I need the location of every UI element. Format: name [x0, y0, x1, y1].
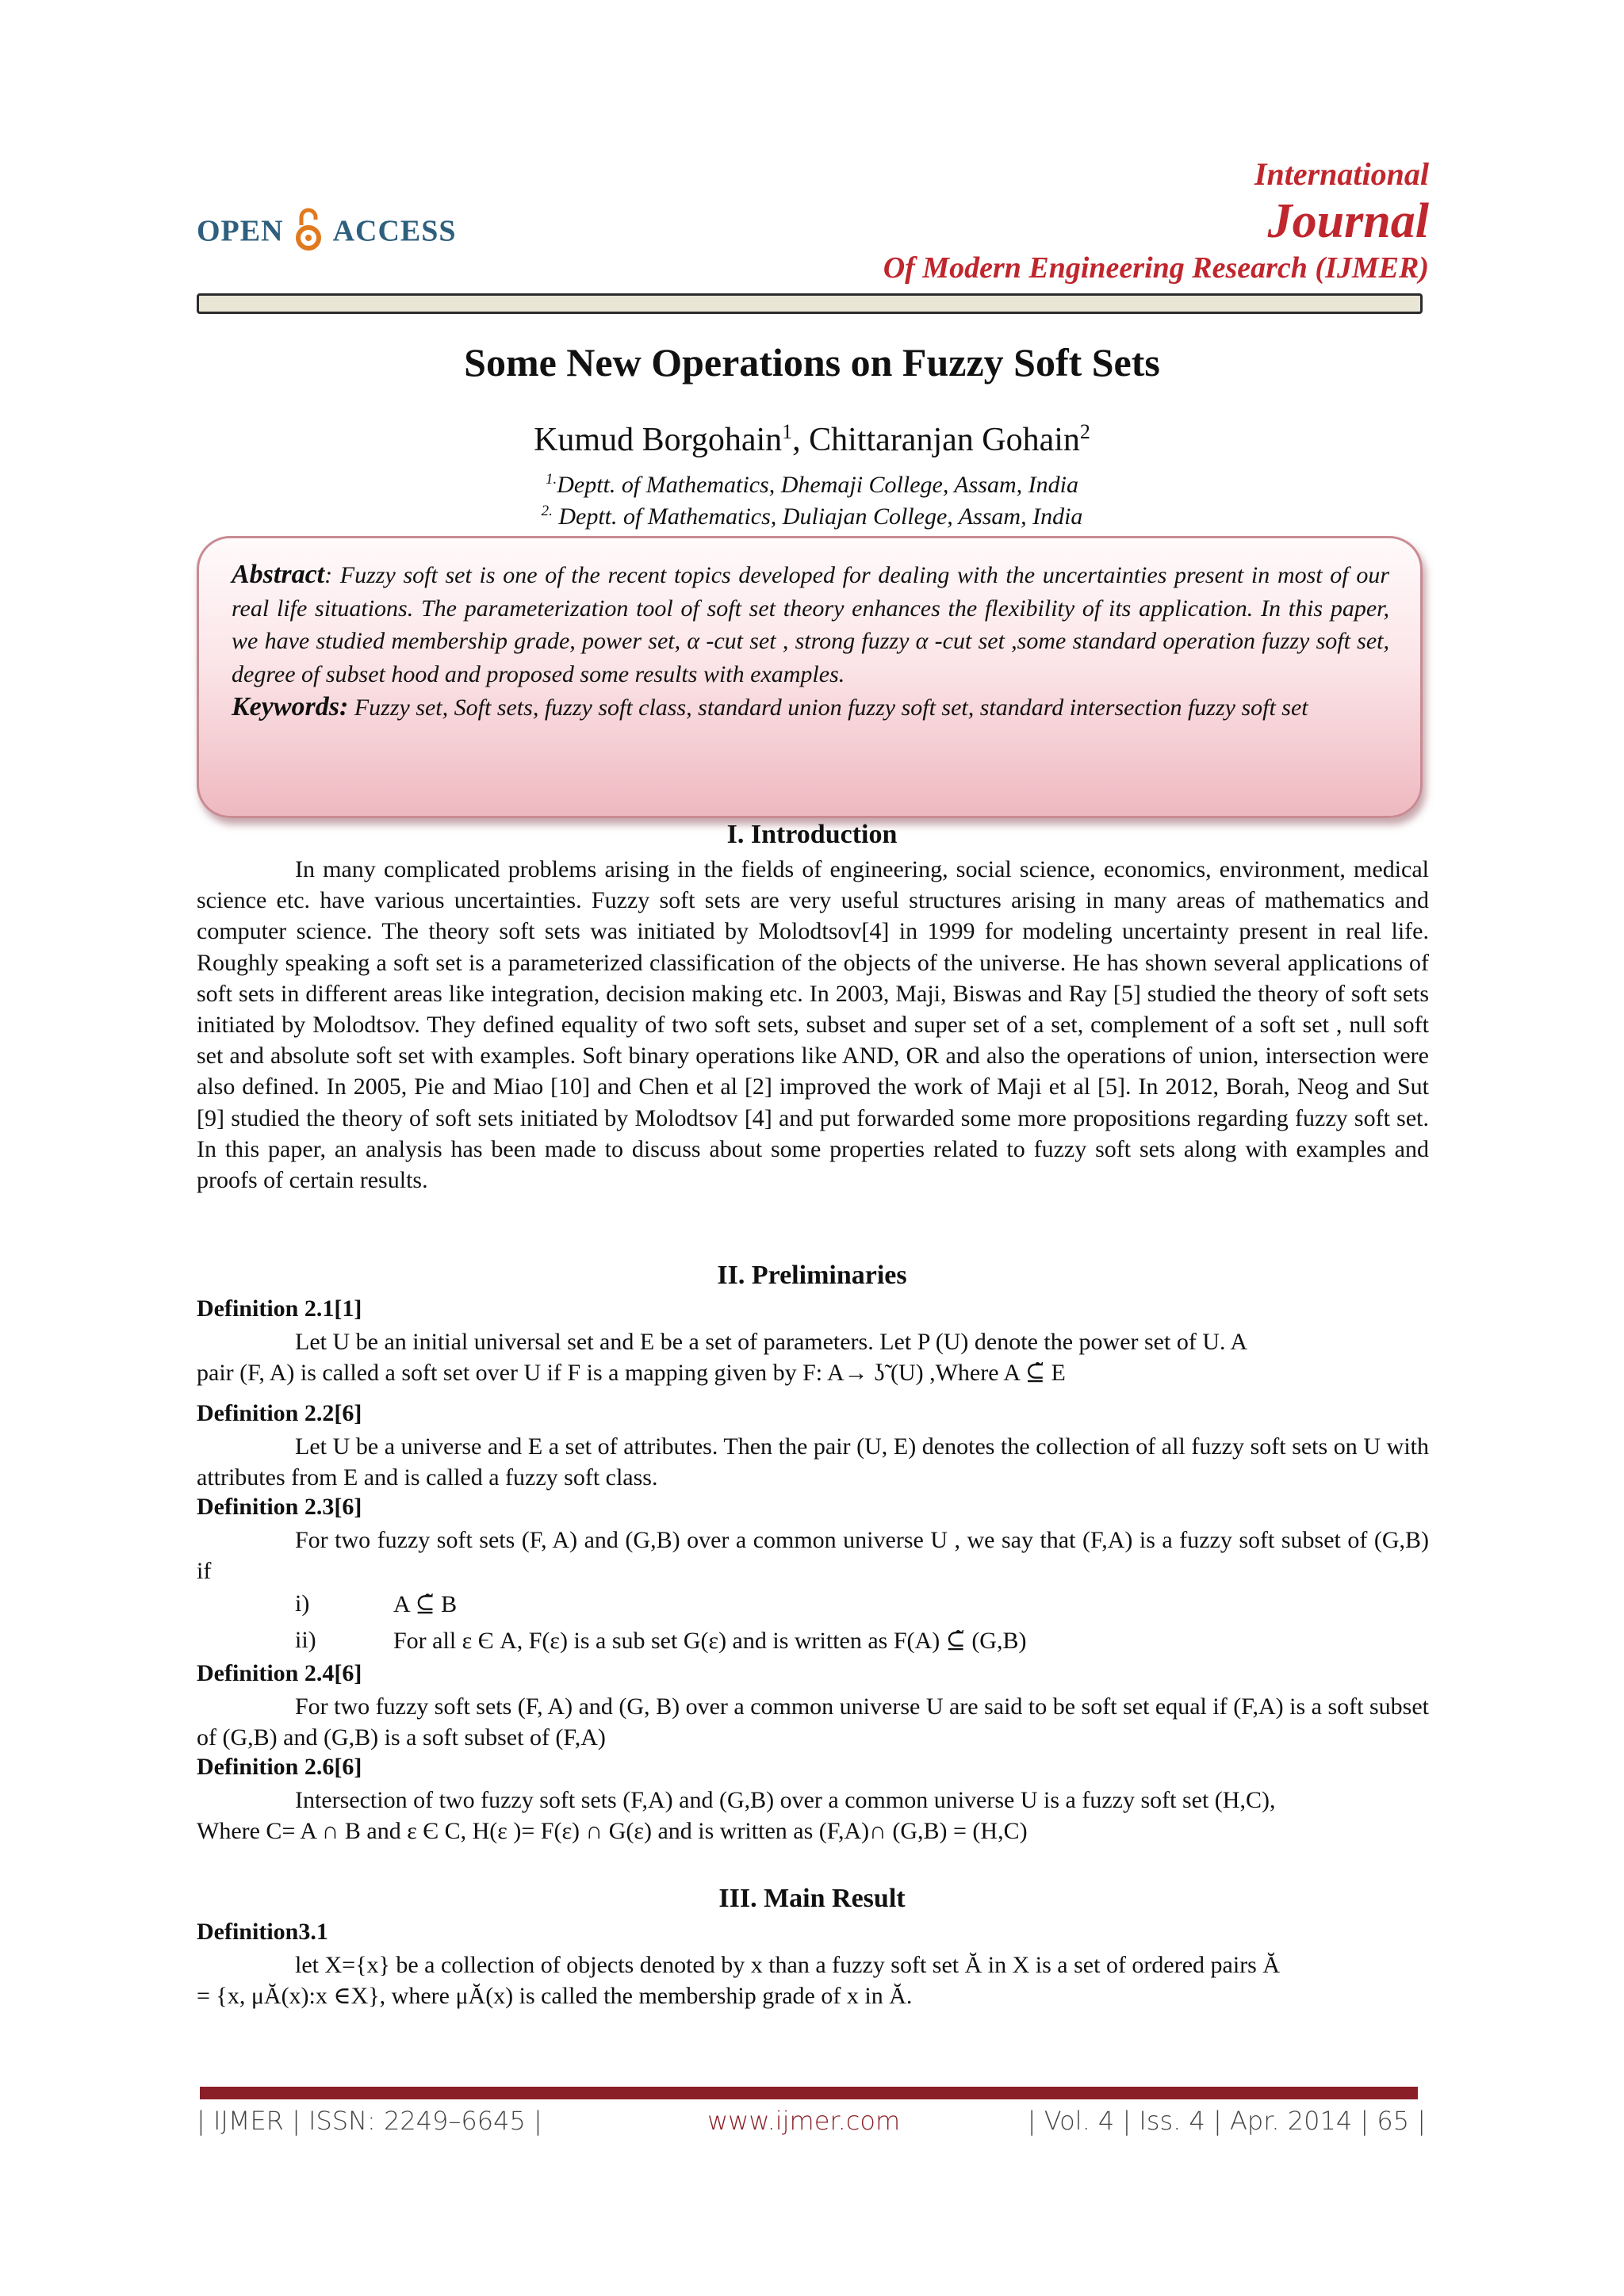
- definition-2-3-body: [197, 1525, 1429, 1586]
- definition-2-1-title: Definition 2.1[1]: [197, 1295, 362, 1322]
- affiliation-2: [0, 503, 1624, 530]
- footer-website-link[interactable]: www.ijmer.com: [707, 2106, 901, 2136]
- definition-2-4-text: For two fuzzy soft sets (F, A) and (G, B) over a common universe U are said to be soft set equal if (F,A) is a soft subset of (G,B) and (G,B) is a soft subset of (F,A): [197, 1693, 1429, 1751]
- author-2: Chittaranjan Gohain: [809, 422, 1080, 458]
- author-2-sup: 2: [1079, 420, 1090, 443]
- definition-2-4-body: [197, 1691, 1429, 1753]
- definition-2-2-text: Let U be a universe and E a set of attributes. Then the pair (U, E) denotes the collection of all fuzzy soft sets on U with attributes from E and is called a fuzzy soft class.: [197, 1433, 1429, 1491]
- footer-bar: [200, 2087, 1418, 2099]
- author-separator: ,: [792, 422, 810, 458]
- keywords-label: Keywords:: [232, 692, 349, 721]
- abstract-label: Abstract: [232, 560, 325, 589]
- footer-issn: | IJMER | ISSN: 2249–6645 |: [197, 2106, 542, 2136]
- definition-2-3-item-ii: For all ε Є A, F(ε) is a sub set G(ε) and is written as F(A) ⊆̃ (G,B): [393, 1628, 1027, 1654]
- author-1: Kumud Borgohain: [534, 422, 783, 458]
- definition-2-3-item-ii-label: ii): [295, 1627, 316, 1653]
- affiliation-1-text: Deptt. of Mathematics, Dhemaji College, Assam, India: [557, 472, 1078, 498]
- section-heading-preliminaries: II. Preliminaries: [717, 1261, 907, 1290]
- definition-2-3-item-i: A ⊆̃ B: [393, 1591, 458, 1617]
- definition-2-1-body: [197, 1326, 1429, 1388]
- definition-3-1-text: let X={x} be a collection of objects denoted by x than a fuzzy soft set Ă in X is a set of ordered pairs Ă: [295, 1952, 1281, 1978]
- open-access-right-text: ACCESS: [332, 214, 457, 248]
- definition-2-6-line2: Where C= A ∩ B and ε Є C, H(ε )= F(ε) ∩ G(ε) and is written as (F,A)∩ (G,B) = (H,C): [197, 1818, 1028, 1845]
- abstract-content: [232, 558, 1389, 725]
- introduction-paragraph: [197, 854, 1429, 1196]
- journal-line-subtitle: Of Modern Engineering Research (IJMER): [883, 251, 1429, 285]
- definition-2-6-title: Definition 2.6[6]: [197, 1754, 362, 1780]
- authors: [0, 420, 1624, 459]
- paper-title: Some New Operations on Fuzzy Soft Sets: [464, 340, 1160, 385]
- affiliation-2-text: Deptt. of Mathematics, Duliajan College, Assam, India: [552, 503, 1083, 530]
- affiliation-1-sup: 1.: [546, 471, 557, 488]
- definition-2-2-body: [197, 1431, 1429, 1493]
- definition-2-1-line2: pair (F, A) is called a soft set over U if F is a mapping given by F: A→ ʖ̃ (U) ,Where A ⊆̃ E: [197, 1360, 1066, 1387]
- affiliation-1: [0, 471, 1624, 499]
- definition-2-3-title: Definition 2.3[6]: [197, 1494, 362, 1520]
- definition-3-1-line2: = {x, μĂ(x):x ∈X}, where μĂ(x) is called the membership grade of x in Ă.: [197, 1983, 913, 2010]
- section-heading-introduction: I. Introduction: [726, 820, 898, 849]
- header-divider-bar: [197, 293, 1423, 314]
- footer-volume-page: | Vol. 4 | Iss. 4 | Apr. 2014 | 65 |: [1027, 2106, 1426, 2136]
- open-access-logo: [197, 208, 457, 260]
- journal-line-international: International: [1254, 156, 1429, 192]
- definition-2-4-title: Definition 2.4[6]: [197, 1660, 362, 1686]
- definition-2-3-item-i-label: i): [295, 1590, 310, 1617]
- section-heading-main-result: III. Main Result: [718, 1884, 906, 1913]
- definition-3-1-title: Definition3.1: [197, 1919, 328, 1945]
- definition-2-3-text: For two fuzzy soft sets (F, A) and (G,B) over a common universe U , we say that (F,A) is a fuzzy soft subset of (G,B) if: [197, 1527, 1429, 1585]
- definition-2-6-body: [197, 1785, 1429, 1846]
- definition-3-1-body: [197, 1950, 1429, 2011]
- abstract-text: : Fuzzy soft set is one of the recent topics developed for dealing with the uncertainties present in most of our real life situations. The parameterization tool of soft set theory enhances the flexibility of its application. In this paper, we have studied membership grade, power set, α -cut set , strong fuzzy α -cut set ,some standard operation fuzzy soft set, degree of subset hood and proposed some results with examples.: [232, 562, 1389, 687]
- definition-2-6-text: Intersection of two fuzzy soft sets (F,A) and (G,B) over a common universe U is a fuzzy soft set (H,C),: [295, 1787, 1276, 1813]
- author-1-sup: 1: [782, 420, 793, 443]
- keywords-text: Fuzzy set, Soft sets, fuzzy soft class, standard union fuzzy soft set, standard intersection fuzzy soft set: [348, 695, 1308, 721]
- open-access-left-text: OPEN: [197, 214, 284, 248]
- introduction-text: In many complicated problems arising in the fields of engineering, social science, economics, environment, medical science etc. have various uncertainties. Fuzzy soft sets are very useful structures arising in many areas of mathematics and computer science. The theory soft sets was initiated by Molodtsov[4] in 1999 for modeling uncertainty present in real life. Roughly speaking a soft set is a parameterized classification of the objects of the universe. He has shown several applications of soft sets in different areas like integration, decision making etc. In 2003, Maji, Biswas and Ray [5] studied the theory of soft sets initiated by Molodtsov. They defined equality of two soft sets, subset and super set of a set, complement of a soft set , null soft set and absolute soft set with examples. Soft binary operations like AND, OR and also the operations of union, intersection were also defined. In 2005, Pie and Miao [10] and Chen et al [2] improved the work of Maji et al [5]. In 2012, Borah, Neog and Sut [9] studied the theory of soft sets initiated by Molodtsov [4] and put forwarded some more propositions regarding fuzzy soft set. In this paper, an analysis has been made to discuss about some properties related to fuzzy soft sets along with examples and proofs of certain results.: [197, 856, 1429, 1194]
- journal-line-journal: Journal: [1267, 194, 1429, 248]
- definition-2-2-title: Definition 2.2[6]: [197, 1400, 362, 1426]
- definition-2-1-text: Let U be an initial universal set and E be a set of parameters. Let P (U) denote the power set of U. A: [295, 1329, 1247, 1355]
- affiliation-2-sup: 2.: [541, 503, 553, 519]
- open-lock-icon: [295, 208, 322, 260]
